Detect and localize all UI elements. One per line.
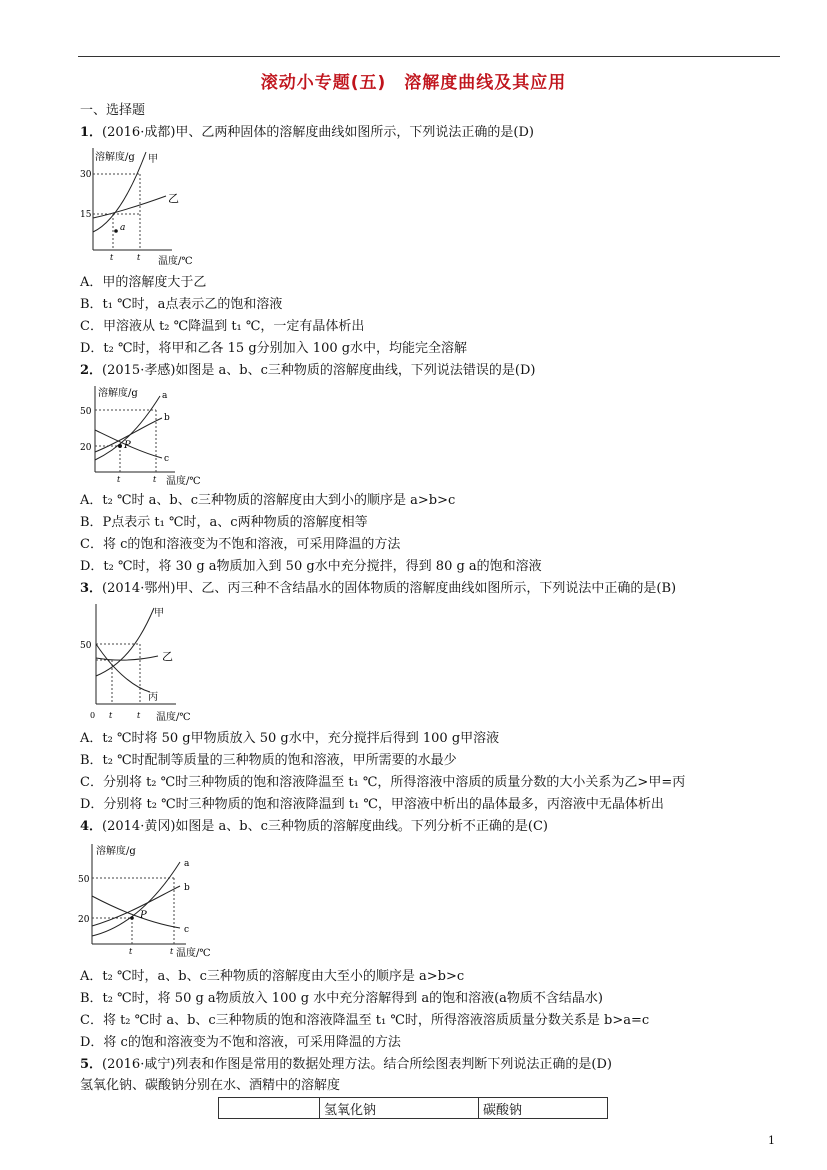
- series-label: 丙: [148, 692, 158, 703]
- question-5: [80, 1056, 612, 1074]
- question-stem: (2014·黄冈)如图是 a、b、c三种物质的溶解度曲线。下列分析不正确的是(C): [102, 819, 548, 834]
- y-tick-label: 20: [78, 915, 90, 925]
- curve-c: [92, 896, 180, 928]
- x-tick-label: t: [109, 711, 113, 720]
- chart-q3: [80, 600, 210, 724]
- section-heading: 一、选择题: [80, 103, 146, 118]
- y-tick-label: 15: [80, 210, 92, 220]
- option-d: D．将 c的饱和溶液变为不饱和溶液，可采用降温的方法: [80, 1035, 401, 1050]
- series-label: 乙: [168, 192, 179, 205]
- point-label: P: [140, 910, 147, 921]
- solubility-table: [218, 1097, 608, 1119]
- chart-ylabel: 溶解度/g: [98, 388, 138, 399]
- curve-jia: [93, 152, 146, 232]
- question-number: 3．: [80, 581, 103, 596]
- point-p: [130, 916, 134, 920]
- curve-yi: [93, 196, 166, 218]
- x-tick-label: t: [170, 947, 174, 956]
- x-tick-label: t: [137, 253, 141, 262]
- question-3: [80, 580, 676, 598]
- question-number: 5．: [80, 1057, 103, 1072]
- series-label: b: [184, 883, 190, 893]
- chart-xlabel: 温度/℃: [158, 256, 193, 267]
- option-d: D．t₂ ℃时，将甲和乙各 15 g分别加入 100 g水中，均能完全溶解: [80, 341, 468, 356]
- question-2: [80, 362, 535, 380]
- question-stem: (2015·孝感)如图是 a、b、c三种物质的溶解度曲线，下列说法错误的是(D): [102, 363, 536, 378]
- series-label: c: [184, 925, 190, 935]
- y-tick-label: 50: [80, 407, 92, 417]
- option-b: B．t₂ ℃时配制等质量的三种物质的饱和溶液，甲所需要的水最少: [80, 753, 457, 768]
- option-a: A．t₂ ℃时将 50 g甲物质放入 50 g水中，充分搅拌后得到 100 g甲溶液: [80, 731, 500, 746]
- question-1: [80, 124, 534, 142]
- question-stem: (2016·咸宁)列表和作图是常用的数据处理方法。结合所绘图表判断下列说法正确的是(D): [102, 1057, 612, 1072]
- series-label: a: [162, 391, 168, 401]
- header-rule: [78, 56, 780, 57]
- option-c: C．甲溶液从 t₂ ℃降温到 t₁ ℃，一定有晶体析出: [80, 319, 365, 334]
- x-tick-label: t: [117, 475, 121, 484]
- chart-ylabel: 溶解度/g: [95, 152, 135, 163]
- question-stem: (2016·成都)甲、乙两种固体的溶解度曲线如图所示，下列说法正确的是(D): [102, 125, 534, 140]
- option-a: A．t₂ ℃时 a、b、c三种物质的溶解度由大到小的顺序是 a>b>c: [80, 493, 456, 508]
- question-number: 4．: [80, 819, 103, 834]
- curve-bing: [96, 644, 150, 692]
- y-tick-label: 20: [80, 443, 92, 453]
- option-c: C．将 t₂ ℃时 a、b、c三种物质的饱和溶液降温至 t₁ ℃时，所得溶液溶质质量分数关系是 b>a=c: [80, 1013, 650, 1028]
- y-tick-label: 50: [80, 641, 92, 651]
- option-b: B．t₂ ℃时，将 50 g a物质放入 100 g 水中充分溶解得到 a的饱和溶液(a物质不含结晶水): [80, 991, 603, 1006]
- option-d: D．分别将 t₂ ℃时三种物质的饱和溶液降温到 t₁ ℃，甲溶液中析出的晶体最多，丙溶液中无晶体析出: [80, 797, 664, 812]
- y-tick-label: 30: [80, 170, 92, 180]
- question-number: 1．: [80, 125, 103, 140]
- x-tick-label: t: [110, 253, 114, 262]
- chart-q1: [80, 144, 200, 266]
- chart-xlabel: 温度/℃: [166, 476, 201, 487]
- page-number: 1: [768, 1134, 775, 1147]
- x-tick-label: t: [153, 475, 157, 484]
- x-tick-label: t: [137, 711, 141, 720]
- zero-label: 0: [90, 711, 96, 720]
- question-4: [80, 818, 548, 836]
- question-number: 2．: [80, 363, 103, 378]
- table-caption: 氢氧化钠、碳酸钠分别在水、酒精中的溶解度: [80, 1078, 341, 1093]
- point-a: [114, 229, 118, 233]
- chart-q2: [80, 382, 215, 488]
- option-d: D．t₂ ℃时，将 30 g a物质加入到 50 g水中充分搅拌，得到 80 g a的饱和溶液: [80, 559, 542, 574]
- option-a: A．t₂ ℃时，a、b、c三种物质的溶解度由大至小的顺序是 a>b>c: [80, 969, 465, 984]
- chart-ylabel: 溶解度/g: [96, 846, 136, 857]
- series-label: 乙: [162, 650, 173, 663]
- table-header: 氢氧化钠: [320, 1098, 479, 1119]
- point-p: [118, 444, 122, 448]
- option-b: B．t₁ ℃时，a点表示乙的饱和溶液: [80, 297, 283, 312]
- table-cell: [219, 1098, 320, 1119]
- x-tick-label: t: [129, 947, 133, 956]
- chart-xlabel: 温度/℃: [176, 948, 211, 959]
- series-label: 甲: [154, 608, 164, 619]
- series-label: b: [164, 413, 170, 423]
- series-label: c: [164, 454, 170, 464]
- series-label: 甲: [148, 154, 158, 165]
- series-label: a: [184, 859, 190, 869]
- page-title: 滚动小专题(五) 溶解度曲线及其应用: [260, 73, 567, 93]
- curve-b: [92, 886, 180, 926]
- option-c: C．分别将 t₂ ℃时三种物质的饱和溶液降温至 t₁ ℃，所得溶液中溶质的质量分数的大小关系为乙>甲=丙: [80, 775, 686, 790]
- point-label: a: [120, 223, 126, 233]
- chart-q4: [76, 840, 226, 964]
- option-a: A．甲的溶解度大于乙: [80, 275, 207, 290]
- question-stem: (2014·鄂州)甲、乙、丙三种不含结晶水的固体物质的溶解度曲线如图所示，下列说法中正确的是(B): [102, 581, 677, 596]
- option-b: B．P点表示 t₁ ℃时，a、c两种物质的溶解度相等: [80, 515, 368, 530]
- chart-xlabel: 温度/℃: [156, 712, 191, 723]
- point-label: P: [124, 440, 131, 451]
- option-c: C．将 c的饱和溶液变为不饱和溶液，可采用降温的方法: [80, 537, 401, 552]
- curve-jia: [96, 608, 154, 676]
- y-tick-label: 50: [78, 875, 90, 885]
- table-row: [219, 1098, 608, 1119]
- table-header: 碳酸钠: [479, 1098, 608, 1119]
